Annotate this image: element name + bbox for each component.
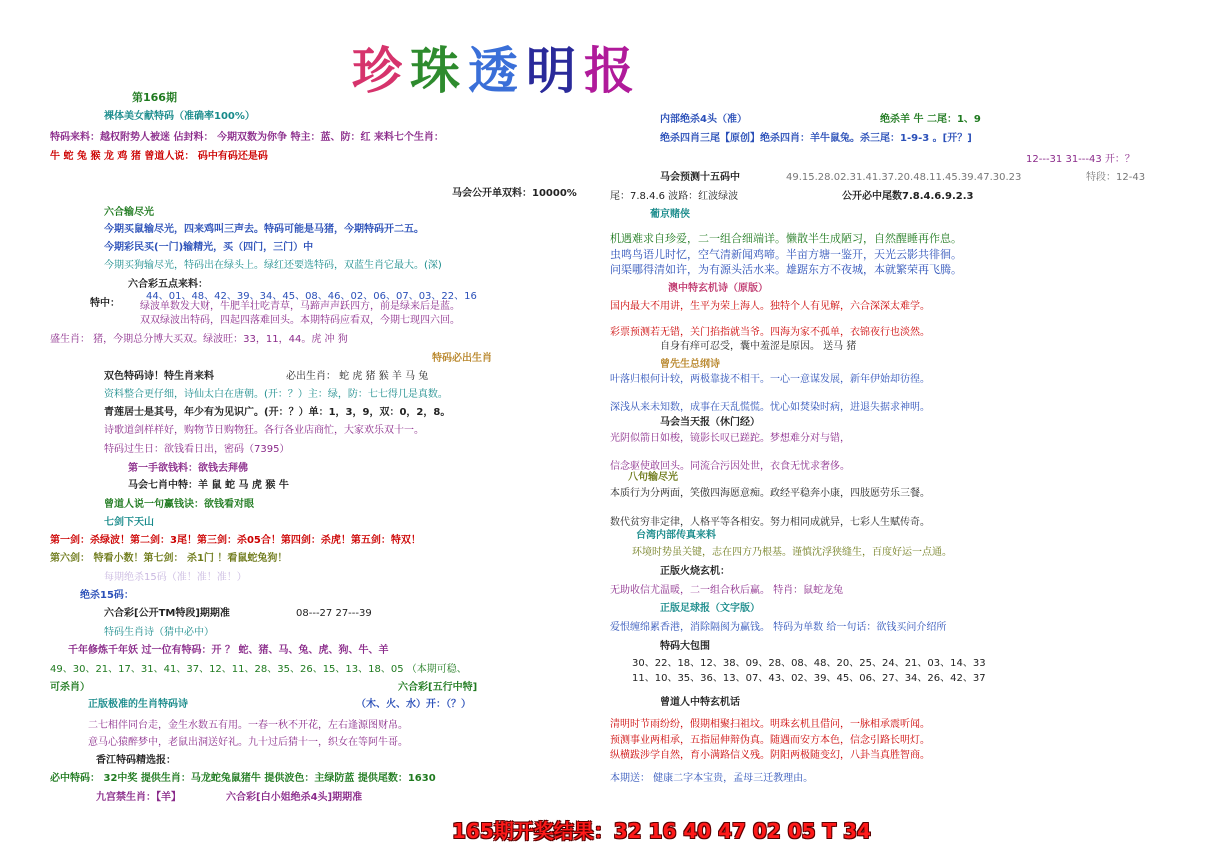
left-heading-1: 裸体美女献特码（准确率100%） [104, 111, 255, 122]
left-line-4: 马会公开单双料：10000% [452, 188, 577, 199]
right-line-12: 彩票预测若无错，关门掐指就当爷。四海为家不孤单，衣锦夜行也淡然。 [610, 327, 930, 338]
left-heading-9: 六合彩五点来料： [128, 279, 208, 290]
right-line-28: 爱恨缠绵累香港，消除隔阂为赢钱。 特码为单数 给一句话：欲钱买问介绍所 [610, 622, 947, 633]
right-line-4c: 特段：12-43 [1086, 172, 1146, 183]
left-line-22: 曾道人说一句赢钱诀：欲钱看对眼 [104, 499, 254, 510]
left-heading-14: 特码必出生肖 [432, 353, 492, 364]
right-heading-10: 澳中特玄机诗（原版） [668, 283, 768, 294]
left-line-25: 第六剑： 特看小数！第七剑： 杀1门 ！看鼠蛇兔狗！ [50, 553, 288, 564]
left-line-7: 今期彩民买(一门)输精光，买（四门，三门）中 [104, 242, 314, 253]
right-line-34: 预测事业两相承，五指屈伸辩伪真。随遇而安方本色，信念引路长明灯。 [610, 735, 930, 746]
left-line-8: 今期买狗输尽光，特码出在绿头上。绿红还要选特码，双蓝生肖它最大。(深) [104, 260, 442, 271]
left-line-32b: 六合彩[五行中特] [398, 682, 478, 693]
left-line-36: 香江特码精选报： [96, 755, 176, 766]
left-heading-23: 七剑下天山 [104, 517, 154, 528]
right-line-13: 自身有痒可忍受，囊中羞涩是原因。 送马 猪 [660, 341, 857, 352]
right-line-8: 虫鸣鸟语儿时忆，空气清新闻鸡啼。半亩方塘一鉴开，天光云影共徘徊。 [610, 248, 962, 261]
left-line-32a: 可杀肖） [50, 682, 90, 693]
right-line-26: 无助收信尤温暖，二一组合秋后赢。 特肖：鼠蛇龙兔 [610, 585, 844, 596]
left-line-28b: 08---27 27---39 [296, 608, 372, 619]
left-line-27: 绝杀15码： [80, 590, 134, 601]
left-line-10: 44、01、48、42、39、34、45、08、46、02、06、07、03、22、16 [146, 291, 477, 302]
right-line-18: 光阴似箭日如梭，镜影长叹已蹉跎。梦想难分对与错， [610, 433, 850, 444]
right-line-21: 本质行为分两面，笑傲四海愿意痴。政经平稳奔小康，四肢愿劳乐三餐。 [610, 488, 930, 499]
left-line-3: 牛 蛇 兔 猴 龙 鸡 猪 曾道人说： 码中有码还是码 [50, 151, 268, 162]
left-line-20: 第一手欲钱料：欲钱去拜佛 [128, 463, 248, 474]
right-heading-29: 特码大包围 [660, 641, 710, 652]
left-line-19: 特码过生日：欲钱看日出，密码（7395） [104, 444, 290, 455]
right-heading-20: 八句输尽光 [628, 472, 678, 483]
left-line-11-label: 特中： [90, 298, 120, 309]
left-line-15b: 必出生肖： 蛇 虎 猪 猴 羊 马 兔 [286, 371, 429, 382]
left-line-29: 特码生肖诗（猜中必中） [104, 627, 214, 638]
right-heading-23: 台湾内部传真来料 [636, 530, 716, 541]
left-line-12: 双双绿波出特码，四起四落难回头。本期特码应看双，今期七现四六回。 [140, 315, 460, 326]
left-line-37: 必中特码： 32中奖 提供生肖：马龙蛇兔鼠猪牛 提供波色：主绿防蓝 提供尾数：1630 [50, 773, 436, 784]
right-heading-17: 马会当天报（休门经） [660, 417, 760, 428]
left-line-6: 今期买鼠输尽光，四来鸡叫三声去。特码可能是马猪，今期特码开二五。 [104, 224, 424, 235]
left-line-34: 二七相伴同台走，金生水数五有用。一春一秋不开花，左右逢源图财帛。 [88, 720, 408, 731]
left-line-30: 千年修炼千年妖 过一位有特码：开 ？ 蛇、猪、马、兔、虎、狗、牛、羊 [68, 645, 389, 656]
left-line-18: 诗歌道剑样样好，购物节日购物狂。各行各业店商忙，大家欢乐双十一。 [104, 425, 424, 436]
right-line-35: 纵横跋涉学自然，育小满路信义残。阴阳两极随变幻，八卦当真胜智商。 [610, 750, 930, 761]
right-line-3: 12---31 31---43 开：？ [1026, 154, 1135, 165]
left-line-13: 盛生肖： 猪，今期总分博大买双。绿波旺：33，11，44。虎 冲 狗 [50, 334, 348, 345]
left-heading-5: 六合输尽光 [104, 207, 154, 218]
issue-number: 第166期 [132, 91, 177, 104]
right-heading-14: 曾先生总纲诗 [660, 359, 720, 370]
left-line-38b: 六合彩[白小姐绝杀4头]期期准 [226, 792, 363, 803]
right-line-33: 清明时节雨纷纷，假期相聚扫祖坟。明珠玄机且借问，一脉相承震听闻。 [610, 719, 930, 730]
right-line-9: 问渠哪得清如许，为有源头活水来。雄踞东方不夜城，本就繁荣再飞腾。 [610, 263, 962, 276]
right-line-31: 11、10、35、36、13、07、43、02、39、45、06、27、34、26、42、37 [632, 673, 986, 684]
right-line-7: 机遇难求自珍爱，二一组合细端详。懒散半生成陋习，自然醒睡再作息。 [610, 232, 962, 245]
right-line-2: 绝杀四肖三尾【原创】绝杀四肖：羊牛鼠兔。杀三尾：1-9-3 。[开？] [660, 133, 972, 144]
title-char-5: 报 [584, 41, 642, 100]
left-line-38a: 九宫禁生肖：【羊】 [96, 792, 181, 803]
right-line-36: 本期送： 健康二字本宝贵，孟母三迁教理由。 [610, 773, 814, 784]
title-char-4: 明 [526, 41, 584, 100]
title-char-2: 珠 [410, 41, 468, 100]
right-line-5b: 公开必中尾数7.8.4.6.9.2.3 [842, 191, 974, 202]
title-char-1: 珍 [352, 41, 410, 100]
right-line-30: 30、22、18、12、38、09、28、08、48、20、25、24、21、03、14、33 [632, 658, 986, 669]
left-line-24: 第一剑：杀绿波！第二剑：3尾！第三剑：杀05合！第四剑：杀虎！第五剑：特双！ [50, 535, 421, 546]
right-heading-27: 正版足球报（文字版） [660, 603, 760, 614]
left-line-21: 马会七肖中特：羊 鼠 蛇 马 虎 猴 牛 [128, 480, 289, 491]
page-title [352, 36, 752, 106]
left-line-35: 意马心猿醉梦中，老鼠出洞送好礼。九十过后猜十一，织女在等阿牛哥。 [88, 737, 408, 748]
right-line-22: 数代贫穷非定律，人格平等各相安。努力相同成就异，七彩人生赋传奇。 [610, 517, 930, 528]
left-line-16: 资料整合更仔细，诗仙太白在唐朝。(开：？）主：绿，防：七七得几是真数。 [104, 389, 448, 400]
left-line-28a: 六合彩[公开TM特段]期期准 [104, 608, 230, 619]
right-line-24: 环境时势虽关键，志在四方乃根基。谨慎沈浮狭缝生，百度好运一点通。 [632, 547, 952, 558]
right-line-1a: 内部绝杀4头（准） [660, 114, 747, 125]
left-line-15a: 双色特码诗！特生肖来料 [104, 371, 214, 382]
right-line-16: 深浅从来未知数，成事在天乱慌慌。忧心如焚染时病，进退失据求神明。 [610, 402, 930, 413]
right-line-1b: 绝杀羊 牛 二尾：1、9 [880, 114, 981, 125]
right-line-4a: 马会预测十五码中 [660, 172, 740, 183]
title-char-3: 透 [468, 41, 526, 100]
left-line-2: 特码来料：越权附势人被迷 佔封料： 今期双数为你争 特主：蓝、防：红 来料七个生肖： [50, 132, 444, 143]
left-line-31: 49、30、21、17、31、41、37、12、11、28、35、26、15、13、18、05 （本期可稳、 [50, 664, 467, 675]
left-line-11: 绿波单数发大财，牛肥羊壮吃青草，马蹄声声跃四方，前是绿来后是蓝。 [140, 301, 460, 312]
left-line-33b: （木、火、水）开：（？） [356, 699, 471, 710]
right-line-5a: 尾：7.8.4.6 波路：红波绿波 [610, 191, 739, 202]
right-line-19: 信念驱使敢回头。同流合污因处世，衣食无忧求奢侈。 [610, 461, 850, 472]
left-line-17: 青莲居士是其号，年少有为见识广。(开：？）单：1，3，9，双：0，2，8。 [104, 407, 451, 418]
right-heading-6: 葡京赌侠 [650, 209, 690, 220]
right-line-11: 国内最大不用讲，生平为荣上海人。独特个人有见解，六合深深太难学。 [610, 301, 930, 312]
right-line-4b: 49.15.28.02.31.41.37.20.48.11.45.39.47.30.23 [786, 172, 1022, 183]
left-line-26: 每期绝杀15码（准！准！准！） [104, 572, 247, 583]
right-line-15: 叶落归根何计较，两极靠拢不相干。一心一意谋发展，新年伊始却彷徨。 [610, 374, 930, 385]
right-heading-25: 正版火烧玄机： [660, 566, 730, 577]
right-heading-32: 曾道人中特玄机话 [660, 697, 740, 708]
left-line-33a: 正版极准的生肖特码诗 [88, 699, 188, 710]
lottery-result: 165期开奖结果：32 16 40 47 02 05 T 34 [452, 819, 871, 843]
